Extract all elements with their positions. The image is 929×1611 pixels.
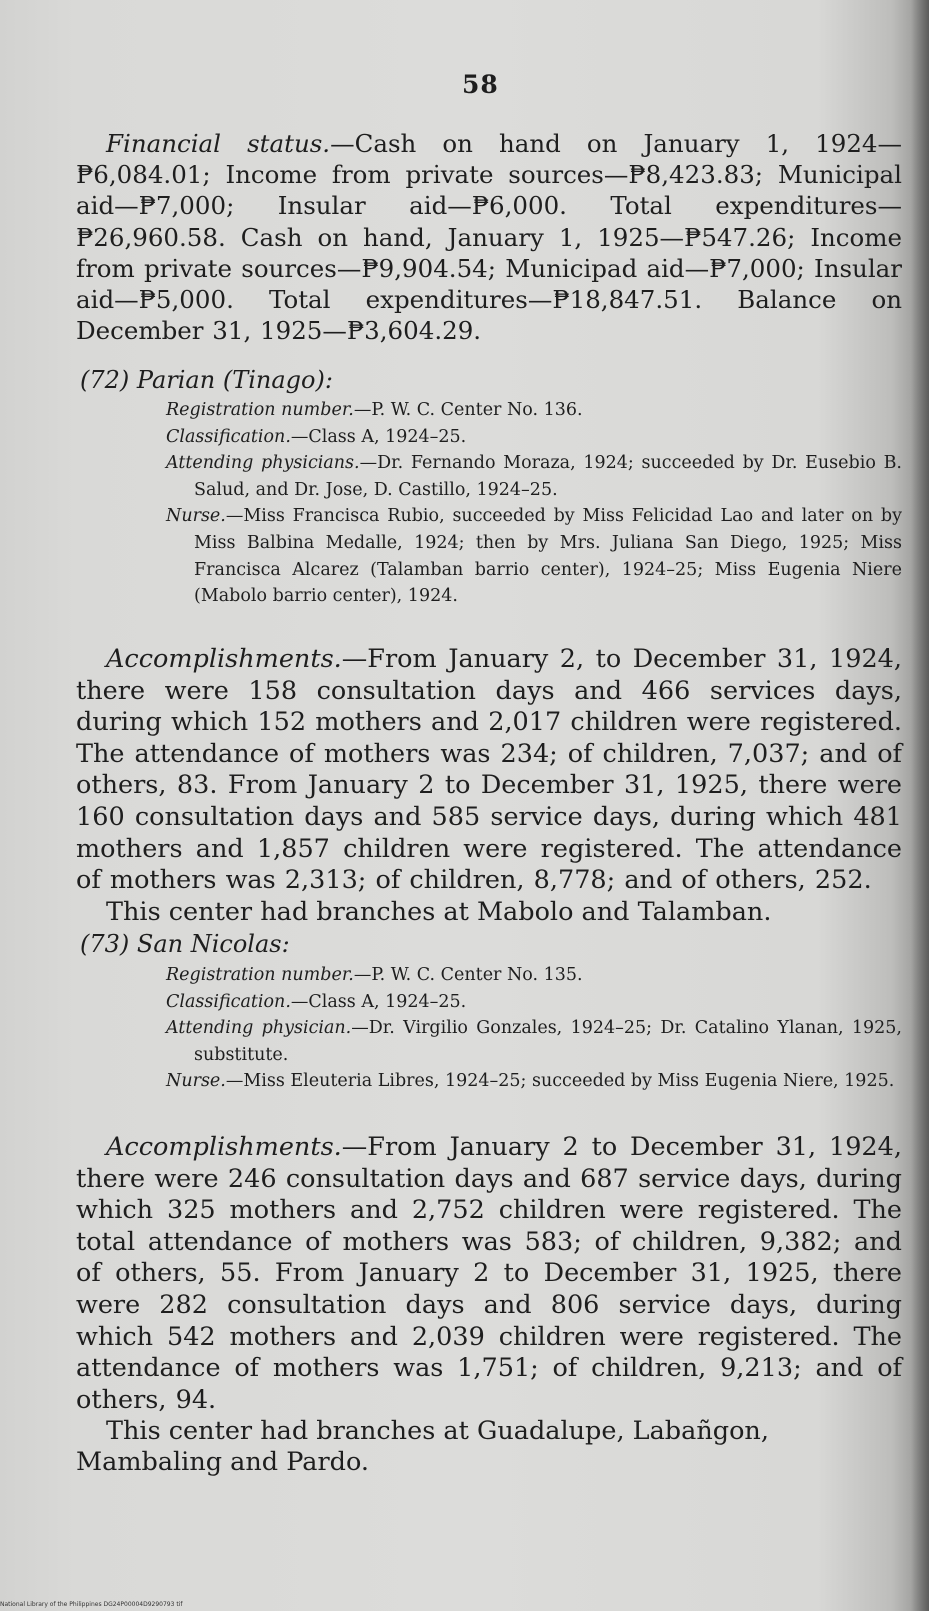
- center-72-name: Parian (Tinago):: [136, 366, 333, 394]
- center-73-name: San Nicolas:: [136, 930, 290, 958]
- accomplishments-label: Accomplishments.: [106, 1132, 342, 1162]
- detail-label: Registration number.: [166, 400, 354, 420]
- financial-status-label: Financial status.: [106, 129, 331, 158]
- center-72-heading: [80, 366, 333, 394]
- center-72-branches: This center had branches at Mabolo and Talamban.: [106, 896, 772, 927]
- detail-label: Attending physician.: [166, 1018, 352, 1039]
- center-73-number: (73): [80, 930, 130, 958]
- center-72-number: (72): [80, 366, 130, 394]
- book-spine-shadow: [911, 0, 929, 1611]
- center-72-registration: [166, 397, 902, 424]
- center-73-accomplishments: [76, 1132, 902, 1478]
- center-72-classification: [166, 424, 902, 451]
- center-73-classification: [166, 989, 902, 1016]
- detail-text: —Class A, 1924–25.: [290, 991, 467, 1012]
- detail-label: Registration number.: [166, 965, 354, 985]
- page-number: 58: [462, 70, 499, 99]
- detail-label: Nurse.: [166, 506, 226, 527]
- detail-label: Attending physicians.: [166, 453, 360, 474]
- financial-status-paragraph: [76, 128, 902, 346]
- center-72-nurse: [166, 503, 902, 609]
- detail-text: —Class A, 1924–25.: [290, 426, 467, 447]
- detail-text: —Dr. Fernando Moraza, 1924; succeeded by Dr. Eusebio B. Salud, and Dr. Jose, D. Castillo, 1924–25.: [194, 453, 902, 500]
- center-72-accomplishments: [76, 644, 902, 928]
- center-73-branches: This center had branches at Guadalupe, Labañgon, Mambaling and Pardo.: [76, 1416, 769, 1478]
- accomplishments-text: —From January 2, to December 31, 1924, there were 158 consultation days and 466 services days, during which 152 mothers and 2,017 children were registered. The attendance of mothers was 234; of children, 7,037; and of others, 83. From January 2 to December 31, 1925, there were 160 consultation days and 585 service days, during which 481 mothers and 1,857 children were registered. The attendance of mothers was 2,313; of children, 8,778; and of others, 252.: [76, 644, 902, 896]
- detail-label: Nurse.: [166, 1071, 226, 1092]
- center-72-physicians: [166, 450, 902, 503]
- detail-text: —Miss Eleuteria Libres, 1924–25; succeeded by Miss Eugenia Niere, 1925.: [225, 1071, 895, 1092]
- center-73-physician: [166, 1015, 902, 1068]
- detail-label: Classification.: [166, 426, 291, 447]
- detail-text: —Miss Francisca Rubio, succeeded by Miss Felicidad Lao and later on by Miss Balbina Medalle, 1924; then by Mrs. Juliana San Diego, 1925; Miss Francisca Alcarez (Talamban barrio center), 1924–25; Miss Eugenia Niere (Mabolo barrio center), 1924.: [194, 506, 902, 607]
- accomplishments-label: Accomplishments.: [106, 644, 342, 674]
- financial-status-text: —Cash on hand on January 1, 1924—₱6,084.01; Income from private sources—₱8,423.83; Municipal aid—₱7,000; Insular aid—₱6,000. Total expenditures—₱26,960.58. Cash on hand, January 1, 1925—₱547.26; Income from private sources—₱9,904.54; Municipad aid—₱7,000; Insular aid—₱5,000. Total expenditures—₱18,847.51. Balance on December 31, 1925—₱3,604.29.: [76, 129, 902, 346]
- detail-text: —Dr. Virgilio Gonzales, 1924–25; Dr. Catalino Ylanan, 1925, substitute.: [194, 1018, 902, 1065]
- center-72-details: [166, 397, 902, 610]
- accomplishments-text: —From January 2 to December 31, 1924, there were 246 consultation days and 687 service days, during which 325 mothers and 2,752 children were registered. The total attendance of mothers was 583; of children, 9,382; and of others, 55. From January 2 to December 31, 1925, there were 282 consultation days and 806 service days, during which 542 mothers and 2,039 children were registered. The attendance of mothers was 1,751; of children, 9,213; and of others, 94.: [76, 1132, 902, 1415]
- center-73-registration: [166, 962, 902, 989]
- detail-label: Classification.: [166, 991, 291, 1012]
- center-73-nurse: [166, 1068, 902, 1095]
- center-73-accomplishments-paragraph: [76, 1132, 902, 1416]
- center-72-accomplishments-paragraph: [76, 644, 902, 897]
- financial-status-section: [76, 128, 902, 346]
- scan-footer: National Library of the Philippines DG24P00004D9290793 tif: [0, 1601, 183, 1608]
- center-73-details: [166, 962, 902, 1095]
- detail-text: —P. W. C. Center No. 136.: [353, 400, 583, 420]
- detail-text: —P. W. C. Center No. 135.: [353, 965, 583, 985]
- center-73-heading: [80, 930, 290, 958]
